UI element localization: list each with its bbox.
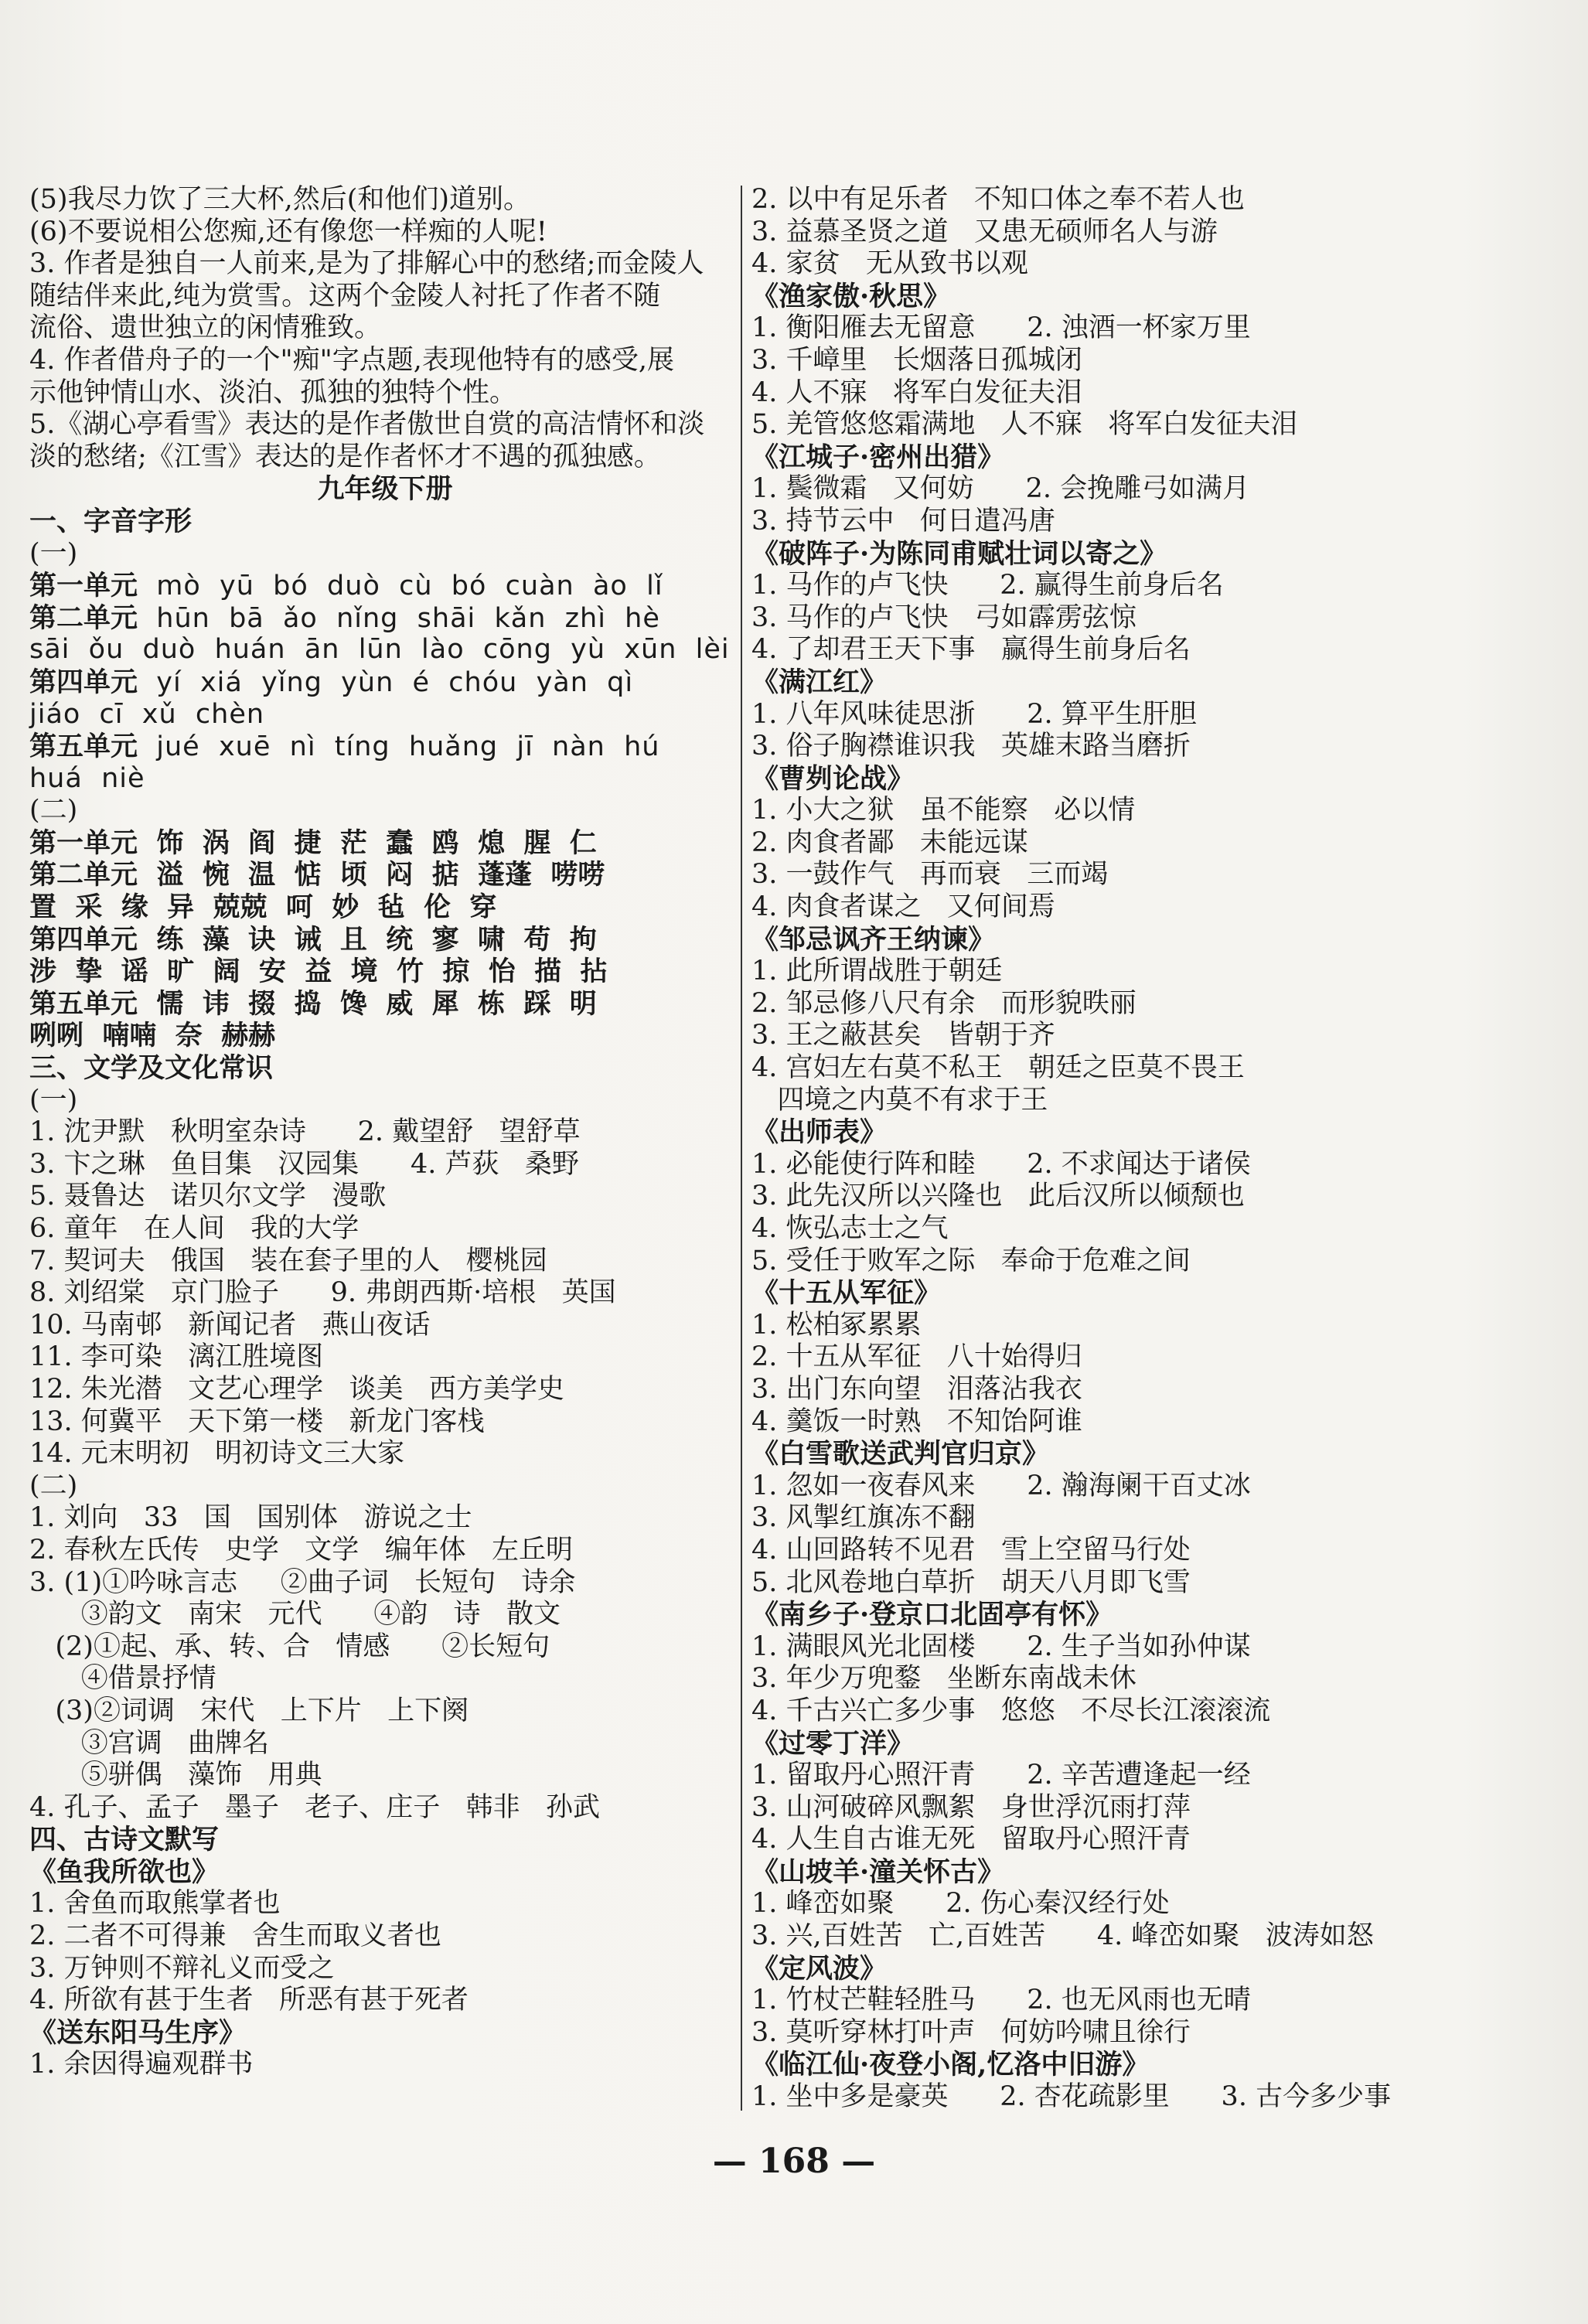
line-text: 溢 惋 温 惦 顷 闷 掂 蓬蓬 唠唠 — [138, 859, 605, 891]
line-text: 1. 马作的卢飞快 2. 赢得生前身后名 — [751, 570, 1224, 601]
text-line — [29, 1374, 741, 1406]
line-text: 4. 山回路转不见君 雪上空留马行处 — [751, 1534, 1191, 1566]
line-text: 练 藻 诀 诫 且 统 寥 啸 苟 拘 — [138, 923, 597, 956]
text-line — [29, 184, 741, 216]
line-text: hūn bā ǎo nǐng shāi kǎn zhì hè — [138, 602, 660, 634]
text-line — [751, 281, 1525, 313]
line-text: 2. 以中有足乐者 不知口体之奉不若人也 — [751, 184, 1245, 215]
line-text: yí xiá yǐng yùn é chóu yàn qì — [138, 666, 634, 698]
text-line — [751, 1020, 1525, 1052]
line-text: 3. 作者是独自一人前来,是为了排解心中的愁绪;而金陵人 — [29, 248, 704, 280]
line-text: 1. 松柏冢累累 — [751, 1309, 922, 1341]
line-text: (5)我尽力饮了三大杯,然后(和他们)道别。 — [29, 184, 531, 215]
line-text: 8. 刘绍棠 京门脸子 9. 弗朗西斯·培根 英国 — [29, 1277, 616, 1309]
line-text: 3. 俗子胸襟谁识我 英雄末路当磨折 — [751, 731, 1191, 762]
text-line — [29, 699, 741, 731]
line-text: sāi ǒu duò huán ān lūn lào cōng yù xūn lèi — [29, 634, 730, 666]
text-line — [751, 1535, 1525, 1567]
line-text: 《江城子·密州出猎》 — [751, 441, 1005, 473]
text-line — [29, 281, 741, 313]
line-text: (3)②词调 宋代 上下片 上下阕 — [29, 1695, 469, 1726]
text-line — [751, 602, 1525, 635]
line-text: 3. 王之蔽甚矣 皆朝于齐 — [751, 1020, 1055, 1051]
text-line — [29, 1213, 741, 1245]
line-text: 随结伴来此,纯为赏雪。这两个金陵人衬托了作者不随 — [29, 280, 661, 312]
line-text: 2. 肉食者鄙 未能远谋 — [751, 826, 1028, 858]
line-text: 咧咧 喃喃 奈 赫赫 — [29, 1020, 276, 1052]
line-text: 一、字音字形 — [29, 505, 193, 537]
line-text: 九年级下册 — [317, 473, 453, 506]
line-text: 4. 宫妇左右莫不私王 朝廷之臣莫不畏王 — [751, 1052, 1245, 1084]
text-line — [29, 731, 741, 763]
line-text: 《南乡子·登京口北固亭有怀》 — [751, 1599, 1113, 1631]
text-line — [751, 1888, 1525, 1920]
column-divider — [741, 186, 742, 2111]
line-text: 饰 涡 阎 捷 茫 蠢 鸥 熄 腥 仁 — [138, 826, 597, 859]
text-line — [751, 956, 1525, 988]
text-line — [29, 409, 741, 441]
text-line — [29, 666, 741, 699]
line-text: 淡的愁绪;《江雪》表达的是作者怀才不遇的孤独感。 — [29, 441, 661, 472]
line-text: 1. 余因得遍观群书 — [29, 2049, 254, 2080]
line-text: 3. 持节云中 何日遣冯唐 — [751, 505, 1055, 537]
line-text: 5. 羌管悠悠霜满地 人不寐 将军白发征夫泪 — [751, 409, 1298, 441]
line-text: 1. 沈尹默 秋明室杂诗 2. 戴望舒 望舒草 — [29, 1116, 581, 1148]
line-text: 示他钟情山水、淡泊、孤独的独特个性。 — [29, 377, 517, 408]
text-line — [29, 1052, 741, 1085]
line-text: 4. 羹饭一时熟 不知饴阿谁 — [751, 1406, 1082, 1437]
line-text: (一) — [29, 537, 78, 569]
text-line — [751, 409, 1525, 441]
line-text: mò yū bó duò cù bó cuàn ào lǐ — [138, 571, 663, 602]
line-text: 13. 何冀平 天下第一楼 新龙门客栈 — [29, 1406, 485, 1437]
line-text: 3. 马作的卢飞快 弓如霹雳弦惊 — [751, 601, 1136, 633]
text-line — [29, 1920, 741, 1953]
line-text: (6)不要说相公您痴,还有像您一样痴的人呢! — [29, 216, 547, 247]
text-line — [29, 1470, 741, 1503]
unit-label: 第五单元 — [29, 987, 138, 1020]
text-line — [751, 1374, 1525, 1406]
text-line — [751, 345, 1525, 377]
text-line — [29, 827, 741, 860]
line-text: 4. 所欲有甚于生者 所恶有甚于死者 — [29, 1985, 469, 2016]
line-text: (二) — [29, 795, 78, 826]
text-line — [29, 441, 741, 474]
line-text: 四、古诗文默写 — [29, 1824, 220, 1856]
text-line — [29, 377, 741, 410]
text-line — [751, 1277, 1525, 1310]
text-line — [29, 570, 741, 602]
text-line — [29, 1245, 741, 1278]
line-text: 3. 千嶂里 长烟落日孤城闭 — [751, 344, 1082, 376]
text-line — [29, 763, 741, 796]
unit-label: 第二单元 — [29, 859, 138, 891]
left-column — [29, 184, 741, 2081]
text-line — [29, 1181, 741, 1213]
line-text: 《鱼我所欲也》 — [29, 1855, 220, 1888]
line-text: 《山坡羊·潼关怀古》 — [751, 1855, 1005, 1888]
line-text: ④借景抒情 — [29, 1663, 216, 1695]
line-text: 2. 十五从军征 八十始得归 — [751, 1341, 1082, 1373]
line-text: (2)①起、承、转、合 情感 ②长短句 — [29, 1631, 550, 1662]
text-line — [29, 1985, 741, 2017]
line-text: 四境之内莫不有求于王 — [751, 1084, 1048, 1116]
text-line — [29, 2049, 741, 2081]
line-text: 7. 契诃夫 俄国 装在套子里的人 樱桃园 — [29, 1245, 547, 1276]
page-number: — 168 — — [712, 2142, 876, 2181]
line-text: 1. 竹杖芒鞋轻胜马 2. 也无风雨也无晴 — [751, 1985, 1251, 2016]
text-line — [29, 216, 741, 249]
line-text: 2. 二者不可得兼 舍生而取义者也 — [29, 1920, 441, 1952]
text-line — [29, 1856, 741, 1889]
text-line — [751, 441, 1525, 474]
line-text: 4. 恢弘志士之气 — [751, 1213, 949, 1244]
text-line — [751, 312, 1525, 345]
text-line — [29, 859, 741, 891]
line-text: 3. 益慕圣贤之道 又患无硕师名人与游 — [751, 216, 1218, 247]
text-line — [29, 2017, 741, 2050]
text-line — [751, 1599, 1525, 1631]
line-text: 《邹忌讽齐王纳谏》 — [751, 923, 996, 956]
line-text: 10. 马南邨 新闻记者 燕山夜话 — [29, 1309, 431, 1341]
right-column — [751, 184, 1525, 2114]
line-text: 3. 兴,百姓苦 亡,百姓苦 4. 峰峦如聚 波涛如怒 — [751, 1920, 1374, 1952]
text-line — [751, 377, 1525, 410]
text-line — [751, 1824, 1525, 1856]
unit-label: 第二单元 — [29, 601, 138, 634]
text-line — [751, 473, 1525, 506]
line-text: 4. 孔子、孟子 墨子 老子、庄子 韩非 孙武 — [29, 1791, 601, 1823]
text-line — [29, 924, 741, 956]
text-line — [751, 795, 1525, 827]
line-text: 1. 刘向 33 国 国别体 游说之士 — [29, 1502, 472, 1534]
line-text: 1. 衡阳雁去无留意 2. 浊酒一杯家万里 — [751, 312, 1251, 344]
text-line — [29, 1341, 741, 1374]
unit-label: 第四单元 — [29, 666, 138, 698]
line-text: 4. 肉食者谋之 又何间焉 — [751, 891, 1055, 923]
line-text: ③宫调 曲牌名 — [29, 1727, 270, 1759]
unit-label: 第一单元 — [29, 570, 138, 602]
unit-label: 第四单元 — [29, 923, 138, 956]
line-text: 3. 莫听穿林打叶声 何妨吟啸且徐行 — [751, 2016, 1191, 2048]
text-line — [751, 1052, 1525, 1085]
text-line — [29, 1310, 741, 1342]
line-text: ⑤骈偶 藻饰 用典 — [29, 1760, 322, 1791]
line-text: 14. 元末明初 明初诗文三大家 — [29, 1438, 405, 1470]
line-text: 1. 峰峦如聚 2. 伤心秦汉经行处 — [751, 1888, 1170, 1920]
text-line — [29, 1760, 741, 1792]
text-line — [751, 859, 1525, 891]
text-line — [29, 1631, 741, 1664]
text-line — [751, 1502, 1525, 1535]
line-text: 《过零丁洋》 — [751, 1727, 915, 1760]
text-line — [751, 538, 1525, 571]
text-line — [29, 795, 741, 827]
line-text: 三、文学及文化常识 — [29, 1052, 274, 1085]
text-line — [751, 699, 1525, 731]
text-line — [751, 1760, 1525, 1792]
text-line — [751, 1695, 1525, 1728]
line-text: 1. 此所谓战胜于朝廷 — [751, 956, 1003, 987]
text-line — [751, 988, 1525, 1021]
text-line — [29, 602, 741, 635]
text-line — [29, 1020, 741, 1052]
text-line — [751, 1149, 1525, 1181]
text-line — [751, 570, 1525, 602]
line-text: 《白雪歌送武判官归京》 — [751, 1438, 1050, 1470]
line-text: 置 采 缘 异 兢兢 呵 妙 毡 伦 穿 — [29, 891, 497, 924]
text-line — [29, 1695, 741, 1728]
text-line — [29, 1824, 741, 1856]
line-text: 11. 李可染 漓江胜境图 — [29, 1341, 324, 1373]
text-line — [29, 1406, 741, 1439]
line-text: 4. 千古兴亡多少事 悠悠 不尽长江滚滚流 — [751, 1695, 1271, 1726]
text-line — [751, 1310, 1525, 1342]
line-text: 1. 留取丹心照汗青 2. 辛苦遭逢起一经 — [751, 1760, 1251, 1791]
text-line — [751, 827, 1525, 860]
text-line — [751, 1116, 1525, 1149]
text-line — [751, 731, 1525, 763]
text-line — [751, 1181, 1525, 1213]
text-line — [751, 1567, 1525, 1600]
text-line — [751, 1728, 1525, 1760]
line-text: jiáo cī xǔ chèn — [29, 698, 265, 730]
text-line — [29, 1567, 741, 1600]
text-line — [751, 1631, 1525, 1664]
unit-label: 第五单元 — [29, 731, 138, 763]
text-line — [751, 763, 1525, 796]
text-line — [29, 473, 741, 506]
line-text: 4. 人生自古谁无死 留取丹心照汗青 — [751, 1824, 1191, 1855]
text-line — [29, 988, 741, 1021]
line-text: 1. 舍鱼而取熊掌者也 — [29, 1888, 281, 1920]
text-line — [751, 1213, 1525, 1245]
line-text: 《定风波》 — [751, 1952, 888, 1985]
text-line — [29, 1792, 741, 1825]
line-text: 3. 此先汉所以兴隆也 此后汉所以倾颓也 — [751, 1181, 1245, 1212]
line-text: 3. 出门东向望 泪落沾我衣 — [751, 1373, 1082, 1405]
text-line — [29, 1888, 741, 1920]
text-line — [751, 1985, 1525, 2017]
line-text: 4. 家贫 无从致书以观 — [751, 248, 1028, 280]
text-line — [751, 184, 1525, 216]
line-text: 《出师表》 — [751, 1116, 888, 1149]
text-line — [751, 891, 1525, 924]
line-text: jué xuē nì tíng huǎng jī nàn hú — [138, 731, 660, 763]
text-line — [751, 506, 1525, 538]
text-line — [29, 248, 741, 281]
line-text: 1. 满眼风光北固楼 2. 生子当如孙仲谋 — [751, 1631, 1251, 1662]
text-line — [751, 1792, 1525, 1825]
text-line — [29, 312, 741, 345]
line-text: 2. 春秋左氏传 史学 文学 编年体 左丘明 — [29, 1534, 574, 1566]
text-line — [29, 1116, 741, 1149]
text-line — [751, 1953, 1525, 1985]
line-text: 涉 挚 谣 旷 阔 安 益 境 竹 掠 怡 描 拈 — [29, 956, 608, 988]
line-text: 4. 了却君王天下事 赢得生前身后名 — [751, 634, 1191, 666]
text-line — [751, 2017, 1525, 2050]
line-text: 《破阵子·为陈同甫赋壮词以寄之》 — [751, 537, 1167, 570]
line-text: 4. 作者借舟子的一个"痴"字点题,表现他特有的感受,展 — [29, 344, 674, 376]
line-text: 流俗、遗世独立的闲情雅致。 — [29, 312, 382, 344]
text-line — [29, 634, 741, 666]
line-text: 《临江仙·夜登小阁,忆洛中旧游》 — [751, 2049, 1150, 2081]
text-line — [29, 956, 741, 988]
line-text: 《渔家傲·秋思》 — [751, 280, 951, 312]
unit-label: 第一单元 — [29, 826, 138, 859]
line-text: 3. 一鼓作气 再而衰 三而竭 — [751, 859, 1109, 891]
line-text: 3. 风掣红旗冻不翻 — [751, 1502, 976, 1534]
text-line — [751, 1245, 1525, 1278]
text-line — [751, 924, 1525, 956]
text-line — [29, 1535, 741, 1567]
text-line — [29, 1663, 741, 1695]
text-line — [29, 1438, 741, 1470]
text-line — [29, 506, 741, 538]
line-text: 《曹刿论战》 — [751, 762, 915, 795]
line-text: 《满江红》 — [751, 666, 888, 698]
line-text: 2. 邹忌修八尺有余 而形貌昳丽 — [751, 987, 1136, 1019]
text-line — [29, 345, 741, 377]
text-line — [29, 891, 741, 924]
text-line — [751, 248, 1525, 281]
text-line — [29, 1502, 741, 1535]
text-line — [751, 1085, 1525, 1117]
line-text: 1. 必能使行阵和睦 2. 不求闻达于诸侯 — [751, 1148, 1251, 1180]
text-line — [751, 634, 1525, 666]
text-line — [751, 2049, 1525, 2081]
text-line — [29, 1277, 741, 1310]
text-line — [751, 1438, 1525, 1470]
text-line — [751, 1920, 1525, 1953]
text-line — [29, 538, 741, 571]
line-text: ③韵文 南宋 元代 ④韵 诗 散文 — [29, 1599, 561, 1631]
text-line — [29, 1599, 741, 1631]
line-text: huá niè — [29, 762, 145, 794]
line-text: 1. 鬓微霜 又何妨 2. 会挽雕弓如满月 — [751, 473, 1250, 505]
line-text: 1. 小大之狱 虽不能察 必以情 — [751, 795, 1136, 826]
line-text: 12. 朱光潜 文艺心理学 谈美 西方美学史 — [29, 1373, 564, 1405]
line-text: 《送东阳马生序》 — [29, 2016, 247, 2049]
line-text: 5. 北风卷地白草折 胡天八月即飞雪 — [751, 1566, 1191, 1598]
text-line — [751, 2081, 1525, 2114]
text-line — [29, 1728, 741, 1760]
line-text: (二) — [29, 1470, 78, 1501]
text-line — [751, 1341, 1525, 1374]
text-line — [751, 1856, 1525, 1889]
text-line — [751, 216, 1525, 249]
text-line — [751, 666, 1525, 699]
line-text: 3. (1)①吟咏言志 ②曲子词 长短句 诗余 — [29, 1566, 576, 1598]
text-line — [29, 1953, 741, 1985]
text-line — [29, 1149, 741, 1181]
line-text: 1. 八年风味徒思浙 2. 算平生肝胆 — [751, 698, 1197, 730]
line-text: 3. 山河破碎风飘絮 身世浮沉雨打萍 — [751, 1791, 1191, 1823]
line-text: 3. 年少万兜鍪 坐断东南战未休 — [751, 1663, 1136, 1695]
line-text: (一) — [29, 1084, 78, 1116]
line-text: 1. 忽如一夜春风来 2. 瀚海阑干百丈冰 — [751, 1470, 1251, 1501]
line-text: 6. 童年 在人间 我的大学 — [29, 1213, 360, 1244]
line-text: 5. 聂鲁达 诺贝尔文学 漫歌 — [29, 1181, 387, 1212]
text-line — [751, 1663, 1525, 1695]
line-text: 懦 讳 掇 捣 馋 威 犀 栋 踩 明 — [138, 987, 597, 1020]
line-text: 5.《湖心亭看雪》表达的是作者傲世自赏的高洁情怀和淡 — [29, 409, 705, 441]
text-line — [751, 1470, 1525, 1503]
text-line — [29, 1085, 741, 1117]
line-text: 3. 卞之琳 鱼目集 汉园集 4. 芦荻 桑野 — [29, 1148, 579, 1180]
line-text: 5. 受任于败军之际 奉命于危难之间 — [751, 1245, 1191, 1276]
line-text: 3. 万钟则不辩礼义而受之 — [29, 1952, 335, 1984]
text-line — [751, 1406, 1525, 1439]
line-text: 1. 坐中多是豪英 2. 杏花疏影里 3. 古今多少事 — [751, 2081, 1392, 2113]
line-text: 《十五从军征》 — [751, 1277, 942, 1310]
line-text: 4. 人不寐 将军白发征夫泪 — [751, 377, 1082, 408]
